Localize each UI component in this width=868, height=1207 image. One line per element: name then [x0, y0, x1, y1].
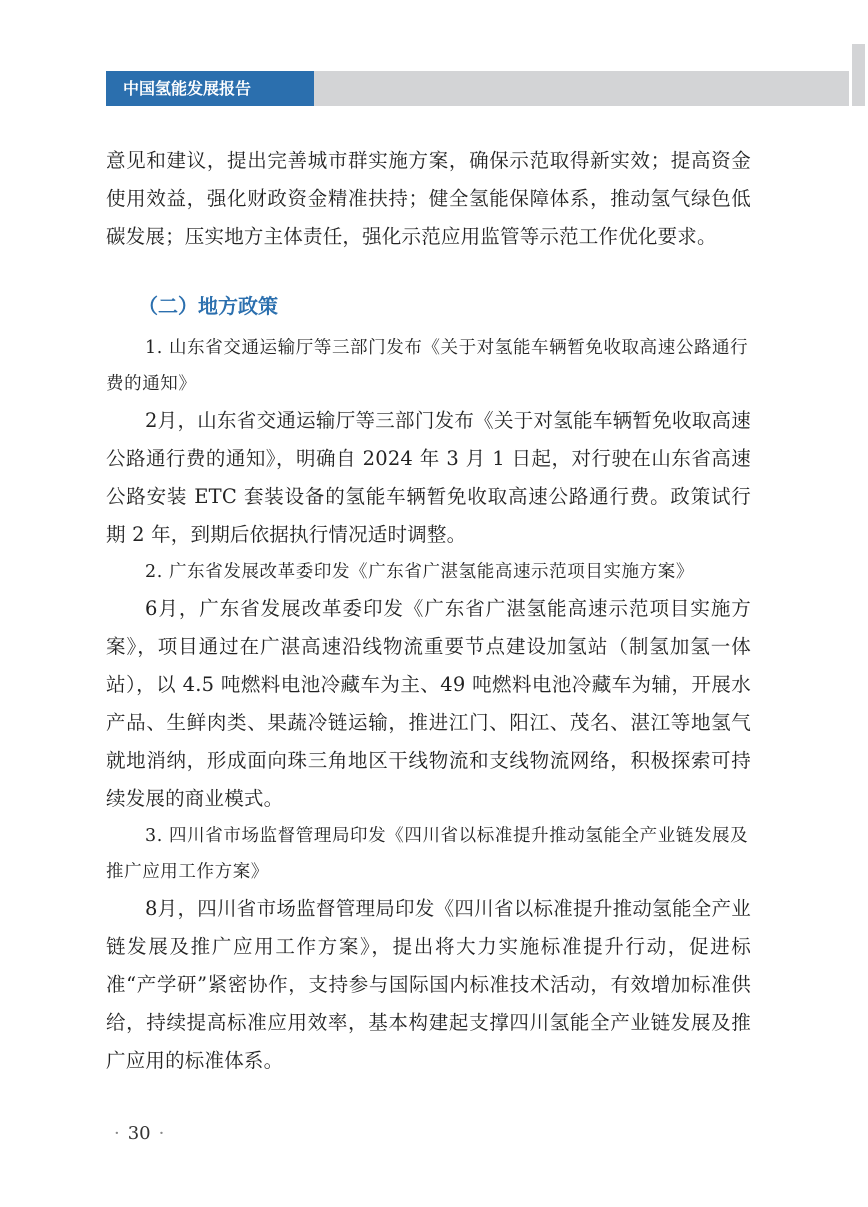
- report-title-tab: 中国氢能发展报告: [106, 71, 314, 106]
- page-footer: [106, 1123, 172, 1144]
- policy-heading-2: 2. 广东省发展改革委印发《广东省广湛氢能高速示范项目实施方案》: [145, 562, 694, 582]
- section-title: （二）地方政策: [138, 294, 278, 318]
- policy-body-2: 6月，广东省发展改革委印发《广东省广湛氢能高速示范项目实施方案》，项目通过在广湛高速沿线物流重要节点建设加氢站（制氢加氢一体站），以 4.5 吨燃料电池冷藏车为主、49 吨燃料电池冷藏车为辅，开展水产品、生鲜肉类、果蔬冷链运输，推进江门、阳江、茂名、湛江等地氢气就地消纳，形成面向珠三角地区干线物流和支线物流网络，积极探索可持续发展的商业模式。: [106, 597, 751, 810]
- intro-paragraph: 意见和建议，提出完善城市群实施方案，确保示范取得新实效；提高资金使用效益，强化财政资金精准扶持；健全氢能保障体系，推动氢气绿色低碳发展；压实地方主体责任，强化示范应用监管等示范工作优化要求。: [106, 149, 751, 248]
- policy-body-1: 2月，山东省交通运输厅等三部门发布《关于对氢能车辆暂免收取高速公路通行费的通知》，明确自 2024 年 3 月 1 日起，对行驶在山东省高速公路安装 ETC 套装设备的氢能车辆暂免收取高速公路通行费。政策试行期 2 年，到期后依据执行情况适时调整。: [106, 409, 751, 546]
- page-edge-strip: [852, 44, 865, 106]
- page-content: [106, 142, 751, 1080]
- footer-dot-right: ·: [158, 1123, 165, 1144]
- policy-heading-1: 1. 山东省交通运输厅等三部门发布《关于对氢能车辆暂免收取高速公路通行费的通知》: [106, 338, 749, 394]
- page-number: 30: [127, 1123, 151, 1144]
- policy-heading-3: 3. 四川省市场监督管理局印发《四川省以标准提升推动氢能全产业链发展及推广应用工作方案》: [106, 826, 749, 882]
- footer-dot-left: ·: [114, 1123, 120, 1144]
- policy-body-3: 8月，四川省市场监督管理局印发《四川省以标准提升推动氢能全产业链发展及推广应用工作方案》，提出将大力实施标准提升行动，促进标准“产学研”紧密协作，支持参与国际国内标准技术活动，有效增加标准供给，持续提高标准应用效率，基本构建起支撑四川氢能全产业链发展及推广应用的标准体系。: [106, 897, 751, 1072]
